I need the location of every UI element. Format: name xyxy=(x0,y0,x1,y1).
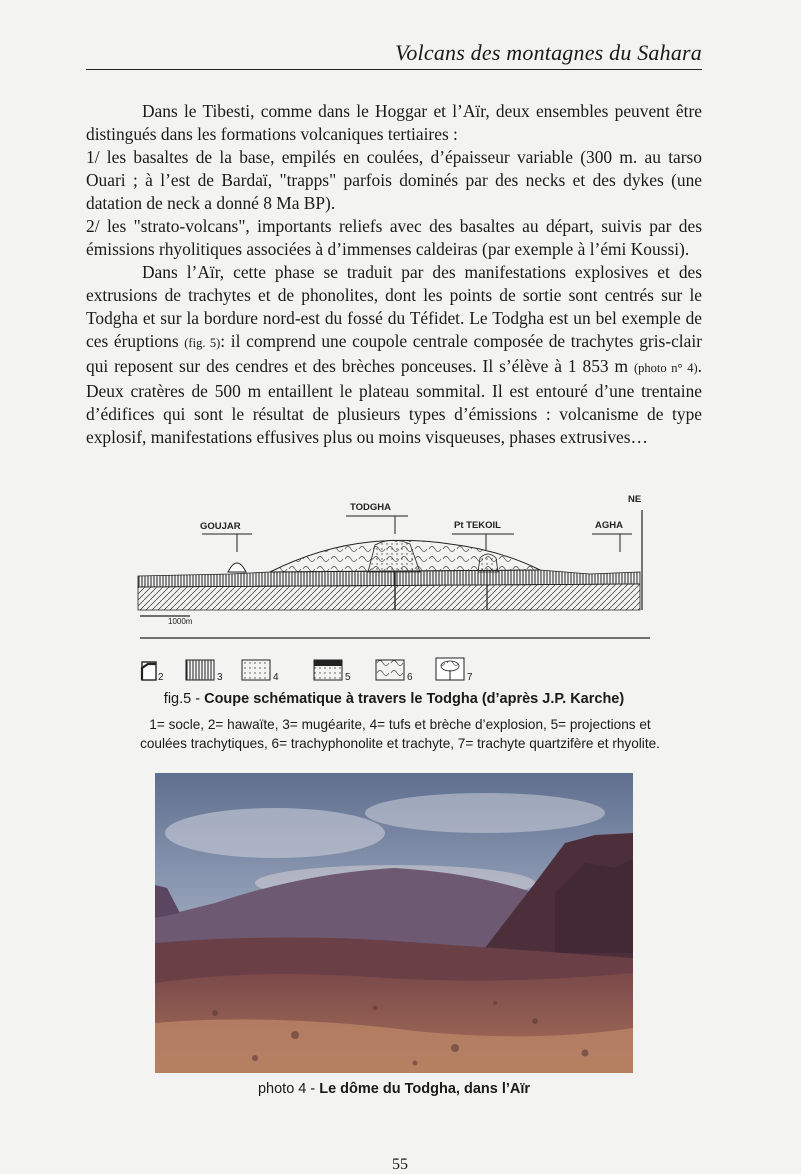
photo-caption xyxy=(86,1081,702,1097)
figure-caption-title xyxy=(86,691,702,707)
page-number: 55 xyxy=(392,1156,408,1173)
figure-legend-line-2: coulées trachytiques, 6= trachyphonolite et trachyte, 7= trachyte quartzifère et rhyolite. xyxy=(140,736,660,751)
paragraph-4-part-b: : il comprend une coupole centrale composée de trachytes gris-clair qui reposent sur des cendres et des brèches ponceuses. Il s’élève à 1 853 m xyxy=(86,331,702,376)
legend-item-4 xyxy=(242,660,279,683)
label-ne: NE xyxy=(628,494,642,505)
svg-text:7: 7 xyxy=(467,672,473,683)
cross-section-drawing xyxy=(120,492,660,642)
legend-item-7 xyxy=(436,658,473,683)
basalt-layer xyxy=(138,570,640,587)
label-todgha: TODGHA xyxy=(350,502,391,513)
paragraph-1: Dans le Tibesti, comme dans le Hoggar et l’Aïr, deux ensembles peuvent être distingués dans les formations volcaniques tertiaires : xyxy=(86,101,702,144)
figure-caption-legend xyxy=(80,715,720,753)
body-text xyxy=(86,100,702,449)
legend-item-3 xyxy=(186,660,223,683)
tekoil-vent xyxy=(478,554,498,572)
photo-landscape xyxy=(155,773,633,1073)
scale-label: 1000m xyxy=(168,617,193,626)
paragraph-2: 1/ les basaltes de la base, empilés en coulées, d’épaisseur variable (300 m. au tarso Ouari ; à l’est de Bardaï, "trapps" parfois dominés par des necks et des dykes (une datation de neck a donné 8 Ma BP). xyxy=(86,147,702,213)
photo-reference: (photo n° 4) xyxy=(633,361,698,375)
svg-text:2: 2 xyxy=(158,672,164,683)
figure-legend-line-1: 1= socle, 2= hawaïte, 3= mugéarite, 4= tufs et brèche d’explosion, 5= projections et xyxy=(149,717,651,732)
paragraph-4-part-a: Dans l’Aïr, cette phase se traduit par des manifestations explosives et des extrusions de trachytes et de phonolites, dont les points de sortie sont centrés sur le Todgha et sur la bordure nord-est du fossé du Téfidet. Le Todgha est un bel exemple de ces éruptions xyxy=(86,262,702,351)
paragraph-3: 2/ les "strato-volcans", importants reliefs avec des basaltes au départ, suivis par des émissions rhyolitiques associées à d’immenses caldeiras (par exemple à l’émi Koussi). xyxy=(86,216,702,259)
svg-text:6: 6 xyxy=(407,672,413,683)
legend-item-2 xyxy=(142,662,164,683)
label-goujar: GOUJAR xyxy=(200,521,241,532)
paragraph-4-part-c: . Deux cratères de 500 m entaillent le plateau sommital. Il est entouré d’une trentaine d’édifices qui sont le résultat de plusieurs types d’émissions : volcanisme de type explosif, manifestations effusives plus ou moins visqueuses, phases extrusives… xyxy=(86,356,702,447)
svg-text:3: 3 xyxy=(217,672,223,683)
legend-item-6 xyxy=(376,660,413,683)
figure-caption-bold: Coupe schématique à travers le Todgha (d’après J.P. Karche) xyxy=(204,691,625,707)
legend-drawing xyxy=(138,656,498,686)
figure-reference: (fig. 5) xyxy=(184,336,221,350)
svg-text:5: 5 xyxy=(345,672,351,683)
paragraph-4 xyxy=(86,261,702,449)
figure-caption-prefix: fig.5 - xyxy=(163,691,205,707)
photo-caption-prefix: photo 4 - xyxy=(257,1081,320,1097)
figure-legend xyxy=(138,656,498,686)
header-rule xyxy=(86,69,702,70)
svg-text:4: 4 xyxy=(273,672,279,683)
label-tekoil: Pt TEKOIL xyxy=(454,520,501,531)
running-header: Volcans des montagnes du Sahara xyxy=(395,40,702,65)
photo-caption-bold: Le dôme du Todgha, dans l’Aïr xyxy=(319,1081,531,1097)
cross-section-figure xyxy=(120,492,660,642)
legend-item-5 xyxy=(314,660,351,683)
goujar-vent xyxy=(228,563,246,572)
label-agha: AGHA xyxy=(595,520,623,531)
todgha-photo xyxy=(155,773,633,1073)
basement-layer xyxy=(138,584,640,610)
